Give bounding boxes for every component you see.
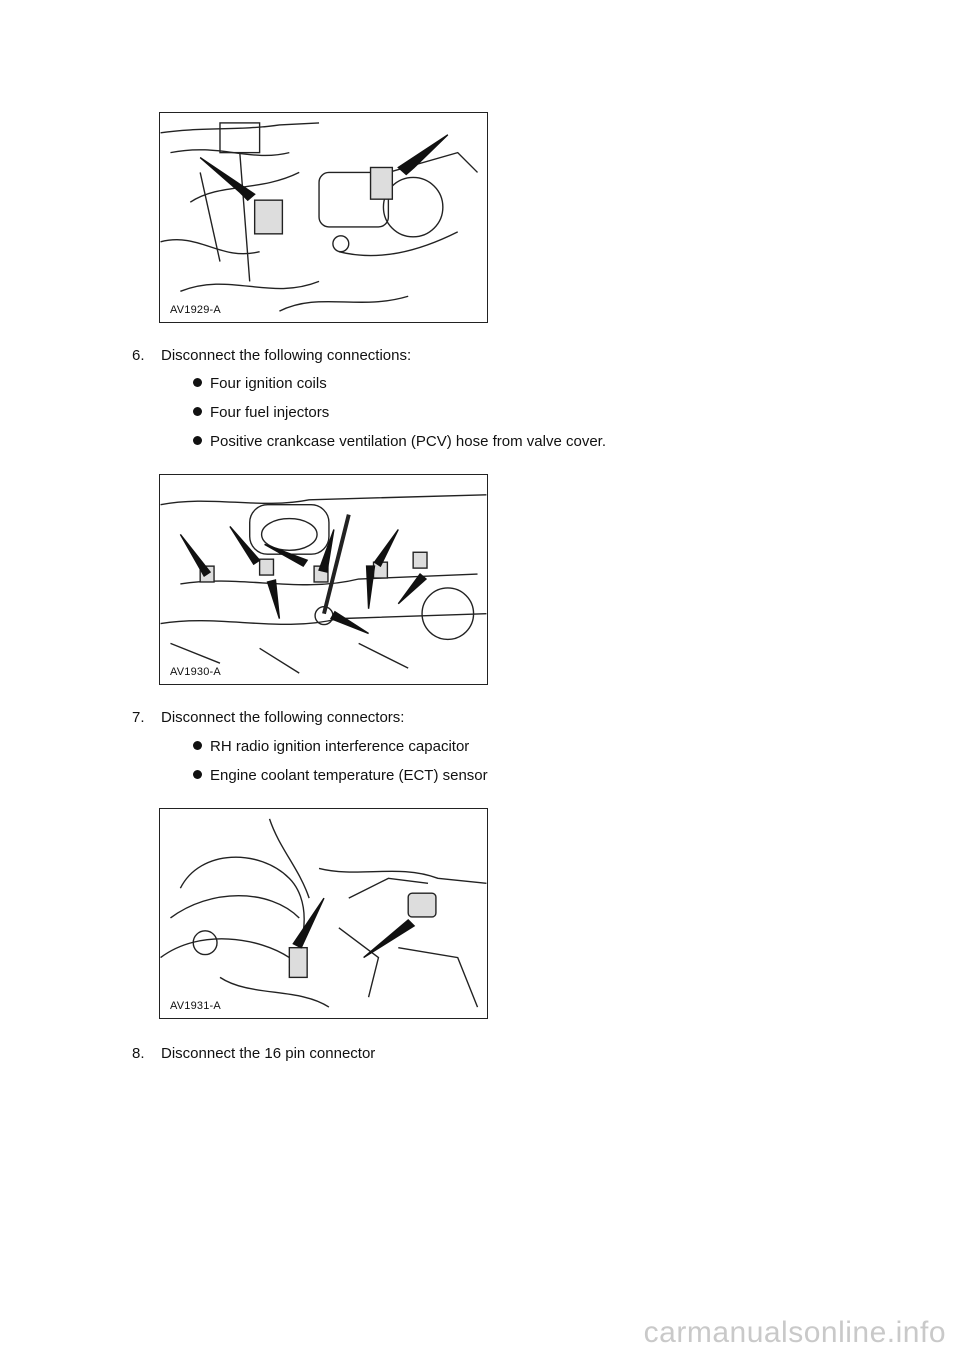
step-7 xyxy=(132,709,404,727)
list-item: Engine coolant temperature (ECT) sensor xyxy=(193,767,488,785)
list-item: Four fuel injectors xyxy=(193,404,329,422)
figure-av1930 xyxy=(159,474,488,685)
engine-illustration-1 xyxy=(160,113,487,322)
step-text: Disconnect the following connections: xyxy=(161,347,412,364)
list-item: Four ignition coils xyxy=(193,375,327,393)
figure-av1929 xyxy=(159,112,488,323)
figure-label: AV1930-A xyxy=(170,666,221,678)
bullet-icon xyxy=(193,741,202,750)
bullet-icon xyxy=(193,378,202,387)
step-text: Disconnect the 16 pin connector xyxy=(161,1045,376,1062)
figure-label: AV1929-A xyxy=(170,304,221,316)
engine-illustration-3 xyxy=(160,809,487,1018)
list-item: Positive crankcase ventilation (PCV) hose from valve cover. xyxy=(193,433,606,451)
list-item: RH radio ignition interference capacitor xyxy=(193,738,469,756)
figure-label: AV1931-A xyxy=(170,1000,221,1012)
step-number: 6. xyxy=(132,347,145,364)
engine-illustration-2 xyxy=(160,475,487,684)
step-number: 8. xyxy=(132,1045,145,1062)
step-number: 7. xyxy=(132,709,145,726)
bullet-icon xyxy=(193,436,202,445)
step-6 xyxy=(132,347,411,365)
watermark: carmanualsonline.info xyxy=(643,1316,946,1349)
bullet-icon xyxy=(193,770,202,779)
step-8 xyxy=(132,1045,375,1063)
bullet-icon xyxy=(193,407,202,416)
figure-av1931 xyxy=(159,808,488,1019)
step-text: Disconnect the following connectors: xyxy=(161,709,405,726)
